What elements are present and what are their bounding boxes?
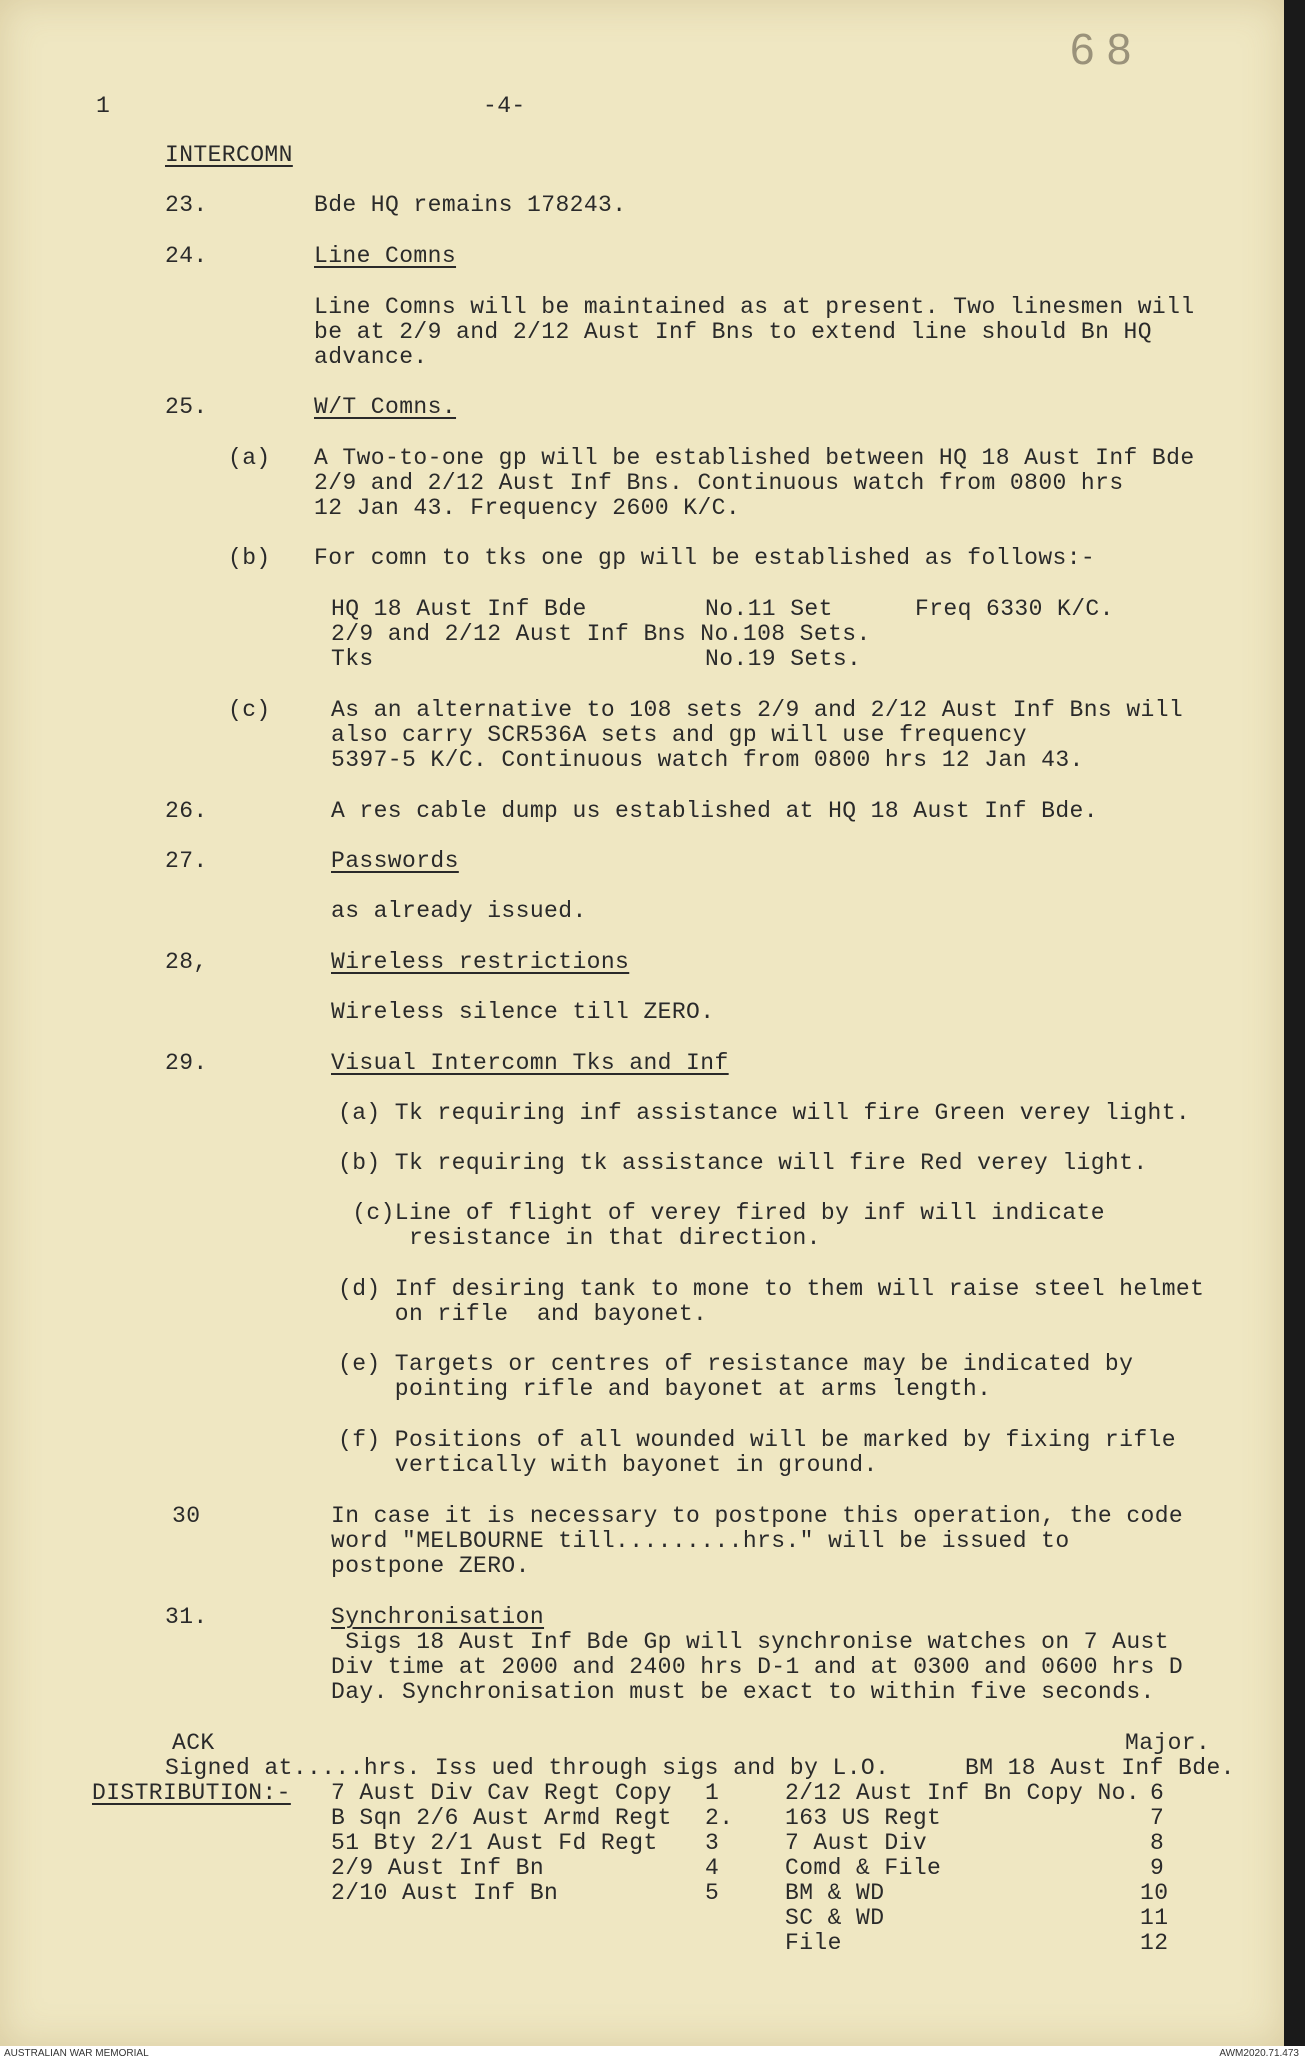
- distribution-copy: 4: [705, 1855, 720, 1881]
- signal-item: (e) Targets or centres of resistance may be indicated by pointing rifle and bayonet at arms length.: [338, 1351, 1134, 1402]
- distribution-copy: 7: [1150, 1805, 1165, 1831]
- distribution-copy: 3: [705, 1830, 720, 1856]
- distribution-copy: 11: [1140, 1905, 1169, 1931]
- item-body-line: postpone ZERO.: [331, 1553, 530, 1579]
- sets-table-cell: 2/9 and 2/12 Aust Inf Bns No.108 Sets.: [331, 621, 871, 647]
- item-body-line: 5397-5 K/C. Continuous watch from 0800 hrs 12 Jan 43.: [331, 747, 1084, 773]
- distribution-entry: 51 Bty 2/1 Aust Fd Regt: [331, 1830, 658, 1856]
- signal-item: (c)Line of flight of verey fired by inf will indicate resistance in that direction.: [352, 1200, 1105, 1251]
- distribution-label: DISTRIBUTION:-: [92, 1780, 291, 1806]
- archive-stamp: 6 8: [1070, 25, 1132, 74]
- signal-item: (f) Positions of all wounded will be marked by fixing rifle vertically with bayonet in ground.: [338, 1427, 1176, 1478]
- item-body-line: also carry SCR536A sets and gp will use frequency: [331, 722, 1027, 748]
- distribution-entry: BM & WD: [785, 1880, 885, 1906]
- item-title: Passwords: [331, 848, 459, 874]
- item-body-line: Day. Synchronisation must be exact to within five seconds.: [331, 1679, 1155, 1705]
- archive-footer: [0, 2046, 1305, 2061]
- signal-item: (b) Tk requiring tk assistance will fire Red verey light.: [338, 1150, 1148, 1176]
- item-text: A res cable dump us established at HQ 18 Aust Inf Bde.: [331, 798, 1098, 824]
- distribution-copy: 6: [1150, 1780, 1165, 1806]
- item-text: For comn to tks one gp will be established as follows:-: [314, 545, 1096, 571]
- item-title: Synchronisation: [331, 1604, 545, 1630]
- item-text: Bde HQ remains 178243.: [314, 192, 627, 218]
- page-number: -4-: [483, 93, 526, 119]
- signed-line: Signed at.....hrs. Iss ued through sigs and by L.O.: [165, 1755, 890, 1781]
- sets-table-cell: HQ 18 Aust Inf Bde: [331, 596, 587, 622]
- item-body-line: Div time at 2000 and 2400 hrs D-1 and at 0300 and 0600 hrs D: [331, 1654, 1184, 1680]
- rank-label: Major.: [1125, 1730, 1211, 1756]
- distribution-entry: 2/10 Aust Inf Bn: [331, 1880, 559, 1906]
- distribution-entry: 7 Aust Div Cav Regt Copy: [331, 1780, 672, 1806]
- item-body-line: Sigs 18 Aust Inf Bde Gp will synchronise watches on 7 Aust: [331, 1629, 1169, 1655]
- item-number: 25.: [165, 394, 208, 420]
- distribution-copy: 9: [1150, 1855, 1165, 1881]
- footer-reference: AWM2020.71.473: [1219, 2048, 1299, 2059]
- sets-table-cell: Tks: [331, 646, 374, 672]
- item-title: Wireless restrictions: [331, 949, 630, 975]
- item-body-line: 2/9 and 2/12 Aust Inf Bns. Continuous watch from 0800 hrs: [314, 470, 1124, 496]
- item-body-line: word "MELBOURNE till.........hrs." will be issued to: [331, 1528, 1070, 1554]
- corner-mark: 1: [96, 93, 111, 119]
- item-number: 31.: [165, 1604, 208, 1630]
- item-number: 23.: [165, 192, 208, 218]
- item-number: 27.: [165, 848, 208, 874]
- item-body-line: As an alternative to 108 sets 2/9 and 2/12 Aust Inf Bns will: [331, 697, 1184, 723]
- distribution-entry: B Sqn 2/6 Aust Armd Regt: [331, 1805, 672, 1831]
- signal-item: (d) Inf desiring tank to mone to them will raise steel helmet on rifle and bayonet.: [338, 1276, 1205, 1327]
- distribution-entry: 2/12 Aust Inf Bn Copy No.: [785, 1780, 1141, 1806]
- distribution-entry: 7 Aust Div: [785, 1830, 928, 1856]
- item-title: W/T Comns.: [314, 394, 457, 420]
- item-body-line: 12 Jan 43. Frequency 2600 K/C.: [314, 495, 741, 521]
- item-number: 29.: [165, 1050, 208, 1076]
- distribution-copy: 10: [1140, 1880, 1169, 1906]
- distribution-copy: 5: [705, 1880, 720, 1906]
- distribution-copy: 8: [1150, 1830, 1165, 1856]
- distribution-entry: Comd & File: [785, 1855, 942, 1881]
- item-title: Line Comns: [314, 243, 457, 269]
- item-body-line: A Two-to-one gp will be established between HQ 18 Aust Inf Bde: [314, 445, 1195, 471]
- sub-item-label: (c): [228, 697, 271, 723]
- sets-table-cell: No.19 Sets.: [705, 646, 862, 672]
- item-body-line: advance.: [314, 344, 428, 370]
- item-body-line: be at 2/9 and 2/12 Aust Inf Bns to extend line should Bn HQ: [314, 319, 1152, 345]
- footer-institution: AUSTRALIAN WAR MEMORIAL: [4, 2048, 149, 2059]
- item-body-line: as already issued.: [331, 898, 587, 924]
- item-number: 26.: [165, 798, 208, 824]
- distribution-entry: 163 US Regt: [785, 1805, 942, 1831]
- item-number: 24.: [165, 243, 208, 269]
- item-body-line: In case it is necessary to postpone this operation, the code: [331, 1503, 1184, 1529]
- section-heading: INTERCOMN: [165, 142, 293, 168]
- ack-label: ACK: [172, 1730, 215, 1756]
- bm-line: BM 18 Aust Inf Bde.: [965, 1755, 1235, 1781]
- distribution-entry: 2/9 Aust Inf Bn: [331, 1855, 545, 1881]
- distribution-copy: 12: [1140, 1930, 1169, 1956]
- sets-table-cell: Freq 6330 K/C.: [915, 596, 1114, 622]
- distribution-entry: SC & WD: [785, 1905, 885, 1931]
- sets-table-cell: No.11 Set: [705, 596, 833, 622]
- item-number: 28,: [165, 949, 208, 975]
- signal-item: (a) Tk requiring inf assistance will fire Green verey light.: [338, 1100, 1191, 1126]
- distribution-entry: File: [785, 1930, 842, 1956]
- distribution-copy: 1: [705, 1780, 720, 1806]
- item-title: Visual Intercomn Tks and Inf: [331, 1050, 729, 1076]
- item-body-line: Line Comns will be maintained as at present. Two linesmen will: [314, 294, 1195, 320]
- item-body-line: Wireless silence till ZERO.: [331, 999, 715, 1025]
- distribution-copy: 2.: [705, 1805, 734, 1831]
- sub-item-label: (b): [228, 545, 271, 571]
- sub-item-label: (a): [228, 445, 271, 471]
- item-number: 30: [172, 1503, 201, 1529]
